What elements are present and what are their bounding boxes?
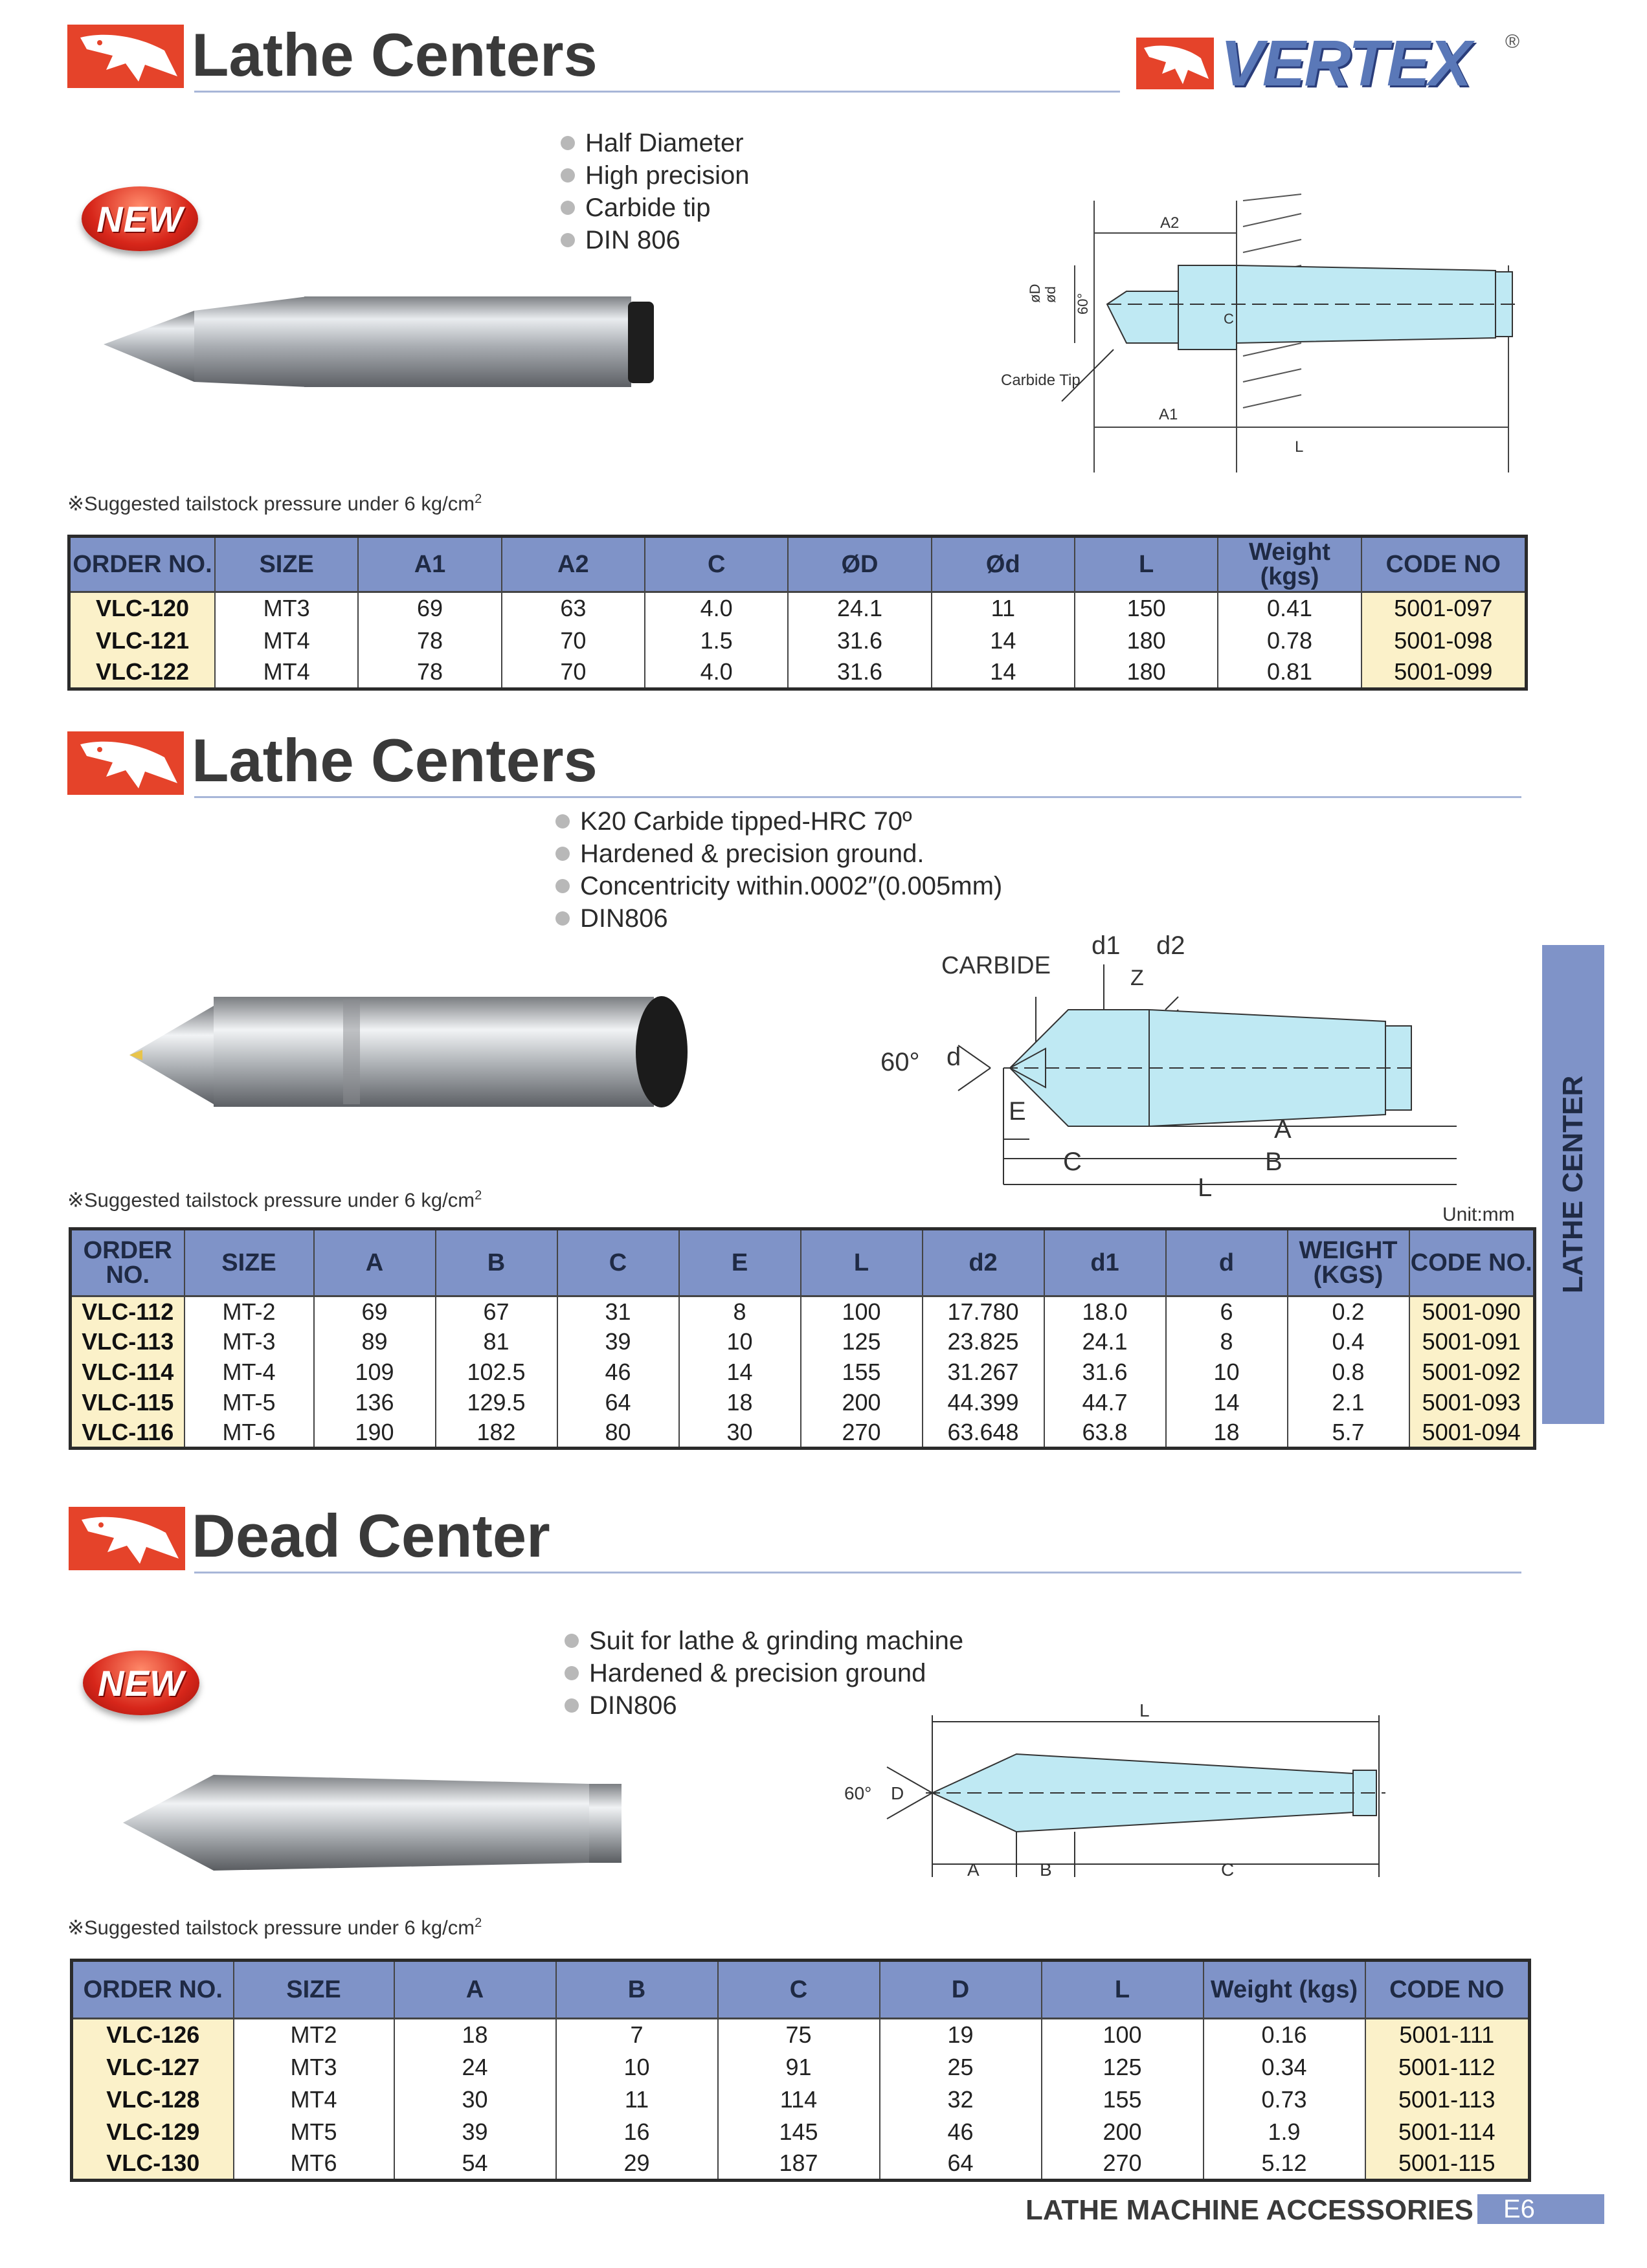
table-cell: 91	[718, 2051, 880, 2084]
title-rule	[194, 91, 1120, 93]
brand-name: VERTEX	[1220, 27, 1471, 100]
table-cell: 63.648	[923, 1418, 1044, 1449]
table-cell: VLC-120	[69, 592, 216, 625]
table-cell: 5001-093	[1409, 1388, 1535, 1418]
column-header: Weight (kgs)	[1218, 537, 1361, 592]
table-cell: 5001-115	[1365, 2148, 1530, 2181]
half-center-product-image	[97, 285, 660, 395]
table-cell: MT-6	[185, 1418, 314, 1449]
table-cell: 69	[358, 592, 501, 625]
column-header: A	[314, 1229, 436, 1296]
column-header: A2	[502, 537, 645, 592]
table-cell: 8	[679, 1296, 801, 1327]
table-cell: 44.7	[1044, 1388, 1166, 1418]
column-header: d1	[1044, 1229, 1166, 1296]
table-cell: 270	[1042, 2148, 1204, 2181]
table-row	[69, 592, 1527, 625]
table-cell: MT6	[234, 2148, 394, 2181]
table-cell: 24	[394, 2051, 556, 2084]
table-row	[69, 625, 1527, 657]
half-center-diagram	[965, 188, 1534, 472]
feature-item: Half Diameter	[561, 127, 749, 159]
table-cell: VLC-130	[72, 2148, 234, 2181]
table-cell: MT-5	[185, 1388, 314, 1418]
table-cell: 30	[679, 1418, 801, 1449]
column-header: CODE NO.	[1409, 1229, 1535, 1296]
dim-label-c: C	[1224, 311, 1234, 327]
table-cell: 1.5	[645, 625, 788, 657]
table-cell: 14	[932, 657, 1075, 689]
feature-item: Suit for lathe & grinding machine	[565, 1625, 963, 1657]
table-cell: 102.5	[436, 1357, 557, 1388]
table-cell: 31	[557, 1296, 679, 1327]
table-header-row	[71, 1229, 1535, 1296]
column-header: Ød	[932, 537, 1075, 592]
feature-item: High precision	[561, 159, 749, 192]
table-cell: 46	[880, 2116, 1042, 2148]
table-row	[72, 2084, 1530, 2116]
section-title: Lathe Centers	[192, 726, 598, 794]
dim-label-angle: 60°	[844, 1783, 872, 1803]
table-cell: 125	[1042, 2051, 1204, 2084]
table-cell: 145	[718, 2116, 880, 2148]
table-cell: 5001-113	[1365, 2084, 1530, 2116]
column-header: A	[394, 1961, 556, 2019]
table-cell: 5001-091	[1409, 1327, 1535, 1357]
table-cell: 0.34	[1204, 2051, 1365, 2084]
table-cell: 180	[1075, 657, 1218, 689]
table-cell: 78	[358, 625, 501, 657]
feature-item: Carbide tip	[561, 192, 749, 224]
table-cell: 182	[436, 1418, 557, 1449]
table-cell: MT-3	[185, 1327, 314, 1357]
vertex-brand-logo	[1136, 27, 1525, 100]
column-header: SIZE	[185, 1229, 314, 1296]
table-cell: 14	[1166, 1388, 1288, 1418]
spec-table-half-center	[67, 535, 1528, 691]
table-cell: 46	[557, 1357, 679, 1388]
table-cell: 0.4	[1288, 1327, 1409, 1357]
table-cell: 29	[556, 2148, 718, 2181]
table-cell: 10	[1166, 1357, 1288, 1388]
table-header-row	[69, 537, 1527, 592]
table-cell: VLC-129	[72, 2116, 234, 2148]
table-cell: 24.1	[1044, 1327, 1166, 1357]
table-cell: 31.6	[788, 657, 931, 689]
dim-label-carbide: CARBIDE	[941, 952, 1051, 979]
column-header: ORDER NO.	[71, 1229, 185, 1296]
dim-label-carbide-tip: Carbide Tip	[1001, 372, 1081, 389]
table-cell: 44.399	[923, 1388, 1044, 1418]
table-cell: 0.73	[1204, 2084, 1365, 2116]
dead-center-product-image	[117, 1761, 634, 1877]
table-cell: 64	[557, 1388, 679, 1418]
column-header: B	[436, 1229, 557, 1296]
table-cell: 39	[394, 2116, 556, 2148]
table-cell: 31.267	[923, 1357, 1044, 1388]
column-header: C	[557, 1229, 679, 1296]
table-row	[72, 2051, 1530, 2084]
dim-label-l: L	[1295, 438, 1304, 456]
title-rule	[194, 796, 1521, 798]
table-cell: MT-2	[185, 1296, 314, 1327]
table-cell: MT-4	[185, 1357, 314, 1388]
table-cell: MT2	[234, 2019, 394, 2051]
table-cell: 89	[314, 1327, 436, 1357]
table-cell: VLC-112	[71, 1296, 185, 1327]
feature-item: Concentricity within.0002″(0.005mm)	[555, 870, 1002, 902]
table-cell: 67	[436, 1296, 557, 1327]
table-cell: 64	[880, 2148, 1042, 2181]
table-cell: 80	[557, 1418, 679, 1449]
table-cell: 23.825	[923, 1327, 1044, 1357]
column-header: B	[556, 1961, 718, 2019]
table-cell: 18	[679, 1388, 801, 1418]
table-cell: MT4	[215, 625, 358, 657]
table-cell: 11	[932, 592, 1075, 625]
dim-label-b: B	[1040, 1860, 1052, 1880]
table-cell: 7	[556, 2019, 718, 2051]
table-cell: 5001-090	[1409, 1296, 1535, 1327]
table-cell: 200	[801, 1388, 923, 1418]
table-cell: 6	[1166, 1296, 1288, 1327]
table-cell: 5001-097	[1361, 592, 1527, 625]
table-cell: 8	[1166, 1327, 1288, 1357]
table-cell: 31.6	[1044, 1357, 1166, 1388]
table-cell: 187	[718, 2148, 880, 2181]
table-cell: VLC-128	[72, 2084, 234, 2116]
table-cell: 14	[932, 625, 1075, 657]
table-cell: VLC-122	[69, 657, 216, 689]
dim-label-a: A	[967, 1860, 980, 1880]
table-cell: 0.41	[1218, 592, 1361, 625]
table-row	[71, 1327, 1535, 1357]
section-title: Lathe Centers	[192, 21, 598, 89]
brand-eagle-icon	[1136, 38, 1214, 89]
column-header: ORDER NO.	[69, 537, 216, 592]
dead-center-diagram	[835, 1702, 1405, 1884]
dim-label-d: d	[947, 1043, 961, 1071]
table-cell: 2.1	[1288, 1388, 1409, 1418]
table-cell: VLC-126	[72, 2019, 234, 2051]
dim-label-d2: d2	[1156, 931, 1185, 960]
unit-label: Unit:mm	[1442, 1204, 1515, 1225]
table-cell: VLC-121	[69, 625, 216, 657]
dim-label-l: L	[1198, 1173, 1213, 1202]
table-cell: 5.7	[1288, 1418, 1409, 1449]
table-cell: 155	[1042, 2084, 1204, 2116]
table-cell: VLC-113	[71, 1327, 185, 1357]
column-header: Weight (kgs)	[1204, 1961, 1365, 2019]
column-header: CODE NO	[1365, 1961, 1530, 2019]
table-cell: VLC-127	[72, 2051, 234, 2084]
table-cell: MT3	[234, 2051, 394, 2084]
table-cell: VLC-114	[71, 1357, 185, 1388]
dim-label-a: A	[1274, 1115, 1292, 1144]
table-cell: 17.780	[923, 1296, 1044, 1327]
table-row	[71, 1357, 1535, 1388]
table-cell: 16	[556, 2116, 718, 2148]
table-cell: 180	[1075, 625, 1218, 657]
feature-item: DIN806	[565, 1689, 963, 1722]
tailstock-note: ※Suggested tailstock pressure under 6 $kg/cm^2$	[67, 1916, 482, 1939]
table-cell: 270	[801, 1418, 923, 1449]
table-cell: MT5	[234, 2116, 394, 2148]
table-cell: 32	[880, 2084, 1042, 2116]
column-header: C	[645, 537, 788, 592]
column-header: d	[1166, 1229, 1288, 1296]
eagle-logo-icon	[69, 1507, 185, 1570]
dim-label-l: L	[1139, 1702, 1150, 1720]
dim-label-e: E	[1009, 1097, 1026, 1126]
table-cell: 69	[314, 1296, 436, 1327]
table-row	[69, 657, 1527, 689]
column-header: CODE NO	[1361, 537, 1527, 592]
table-cell: 10	[679, 1327, 801, 1357]
table-cell: 4.0	[645, 592, 788, 625]
new-badge: NEW	[83, 1651, 199, 1715]
table-cell: 1.9	[1204, 2116, 1365, 2148]
table-cell: 5001-098	[1361, 625, 1527, 657]
table-cell: 200	[1042, 2116, 1204, 2148]
registered-mark: ®	[1505, 31, 1520, 52]
table-cell: 0.81	[1218, 657, 1361, 689]
column-header: SIZE	[234, 1961, 394, 2019]
carbide-center-diagram	[874, 913, 1457, 1204]
footer-category: LATHE MACHINE ACCESSORIES	[1025, 2194, 1473, 2226]
table-cell: 75	[718, 2019, 880, 2051]
table-row	[72, 2148, 1530, 2181]
dim-label-a2: A2	[1160, 214, 1180, 232]
dim-label-angle: 60°	[1075, 293, 1091, 315]
table-cell: 5001-114	[1365, 2116, 1530, 2148]
table-cell: VLC-115	[71, 1388, 185, 1418]
tailstock-note: ※Suggested tailstock pressure under 6 $kg/cm^2$	[67, 1188, 482, 1212]
eagle-logo-icon	[67, 731, 184, 795]
table-cell: 14	[679, 1357, 801, 1388]
table-cell: 54	[394, 2148, 556, 2181]
table-cell: 109	[314, 1357, 436, 1388]
table-cell: 18	[1166, 1418, 1288, 1449]
page-number: E6	[1477, 2194, 1604, 2224]
column-header: L	[801, 1229, 923, 1296]
column-header: L	[1075, 537, 1218, 592]
table-row	[72, 2116, 1530, 2148]
table-cell: 31.6	[788, 625, 931, 657]
table-cell: 100	[801, 1296, 923, 1327]
table-cell: 0.2	[1288, 1296, 1409, 1327]
table-cell: 125	[801, 1327, 923, 1357]
table-cell: 19	[880, 2019, 1042, 2051]
table-cell: 5001-092	[1409, 1357, 1535, 1388]
table-cell: 190	[314, 1418, 436, 1449]
dim-label-b: B	[1265, 1148, 1283, 1176]
dim-label-d: D	[891, 1783, 904, 1803]
dim-label-a1: A1	[1159, 406, 1178, 423]
spec-table-dead-center	[70, 1959, 1531, 2182]
carbide-center-product-image	[123, 990, 693, 1113]
table-cell: 10	[556, 2051, 718, 2084]
table-cell: 63	[502, 592, 645, 625]
table-cell: 5001-112	[1365, 2051, 1530, 2084]
table-cell: 155	[801, 1357, 923, 1388]
table-row	[72, 2019, 1530, 2051]
table-row	[71, 1388, 1535, 1418]
table-cell: MT4	[215, 657, 358, 689]
table-cell: 24.1	[788, 592, 931, 625]
table-cell: 70	[502, 625, 645, 657]
column-header: SIZE	[215, 537, 358, 592]
dim-label-z: Z	[1130, 966, 1144, 990]
table-cell: 150	[1075, 592, 1218, 625]
table-cell: 63.8	[1044, 1418, 1166, 1449]
table-cell: 25	[880, 2051, 1042, 2084]
table-cell: 5001-094	[1409, 1418, 1535, 1449]
section-side-tab: LATHE CENTER	[1542, 945, 1604, 1424]
table-cell: 4.0	[645, 657, 788, 689]
feature-list	[561, 127, 749, 256]
table-cell: MT4	[234, 2084, 394, 2116]
table-header-row	[72, 1961, 1530, 2019]
table-cell: MT3	[215, 592, 358, 625]
table-cell: 0.78	[1218, 625, 1361, 657]
table-cell: 30	[394, 2084, 556, 2116]
table-cell: 39	[557, 1327, 679, 1357]
table-cell: 0.16	[1204, 2019, 1365, 2051]
table-cell: 136	[314, 1388, 436, 1418]
table-cell: 114	[718, 2084, 880, 2116]
table-cell: 70	[502, 657, 645, 689]
column-header: d2	[923, 1229, 1044, 1296]
column-header: L	[1042, 1961, 1204, 2019]
column-header: D	[880, 1961, 1042, 2019]
table-cell: 78	[358, 657, 501, 689]
column-header: ORDER NO.	[72, 1961, 234, 2019]
column-header: ØD	[788, 537, 931, 592]
feature-item: Hardened & precision ground.	[555, 838, 1002, 870]
table-cell: 18.0	[1044, 1296, 1166, 1327]
dim-label-od: øD	[1027, 284, 1043, 303]
table-cell: 129.5	[436, 1388, 557, 1418]
dim-label-c: C	[1221, 1860, 1235, 1880]
dim-label-c: C	[1063, 1148, 1082, 1176]
dim-label-angle: 60°	[880, 1048, 920, 1076]
column-header: E	[679, 1229, 801, 1296]
title-rule	[194, 1572, 1521, 1573]
table-cell: 11	[556, 2084, 718, 2116]
spec-table-carbide-center	[69, 1227, 1536, 1450]
dim-label-d: ød	[1042, 286, 1059, 303]
column-header: A1	[358, 537, 501, 592]
table-cell: 5.12	[1204, 2148, 1365, 2181]
table-cell: 81	[436, 1327, 557, 1357]
dim-label-d1: d1	[1092, 931, 1121, 960]
table-cell: 5001-099	[1361, 657, 1527, 689]
eagle-logo-icon	[67, 25, 184, 88]
feature-item: K20 Carbide tipped-HRC 70º	[555, 805, 1002, 838]
table-cell: 100	[1042, 2019, 1204, 2051]
column-header: WEIGHT (KGS)	[1288, 1229, 1409, 1296]
feature-item: DIN806	[555, 902, 1002, 935]
column-header: C	[718, 1961, 880, 2019]
new-badge: NEW	[82, 186, 198, 251]
table-cell: 0.8	[1288, 1357, 1409, 1388]
table-row	[71, 1296, 1535, 1327]
tailstock-note: ※Suggested tailstock pressure under 6 $kg/cm^2$	[67, 492, 482, 515]
feature-item: Hardened & precision ground	[565, 1657, 963, 1689]
table-cell: 18	[394, 2019, 556, 2051]
table-cell: VLC-116	[71, 1418, 185, 1449]
feature-item: DIN 806	[561, 224, 749, 256]
section-title: Dead Center	[192, 1502, 550, 1570]
table-cell: 5001-111	[1365, 2019, 1530, 2051]
table-row	[71, 1418, 1535, 1449]
